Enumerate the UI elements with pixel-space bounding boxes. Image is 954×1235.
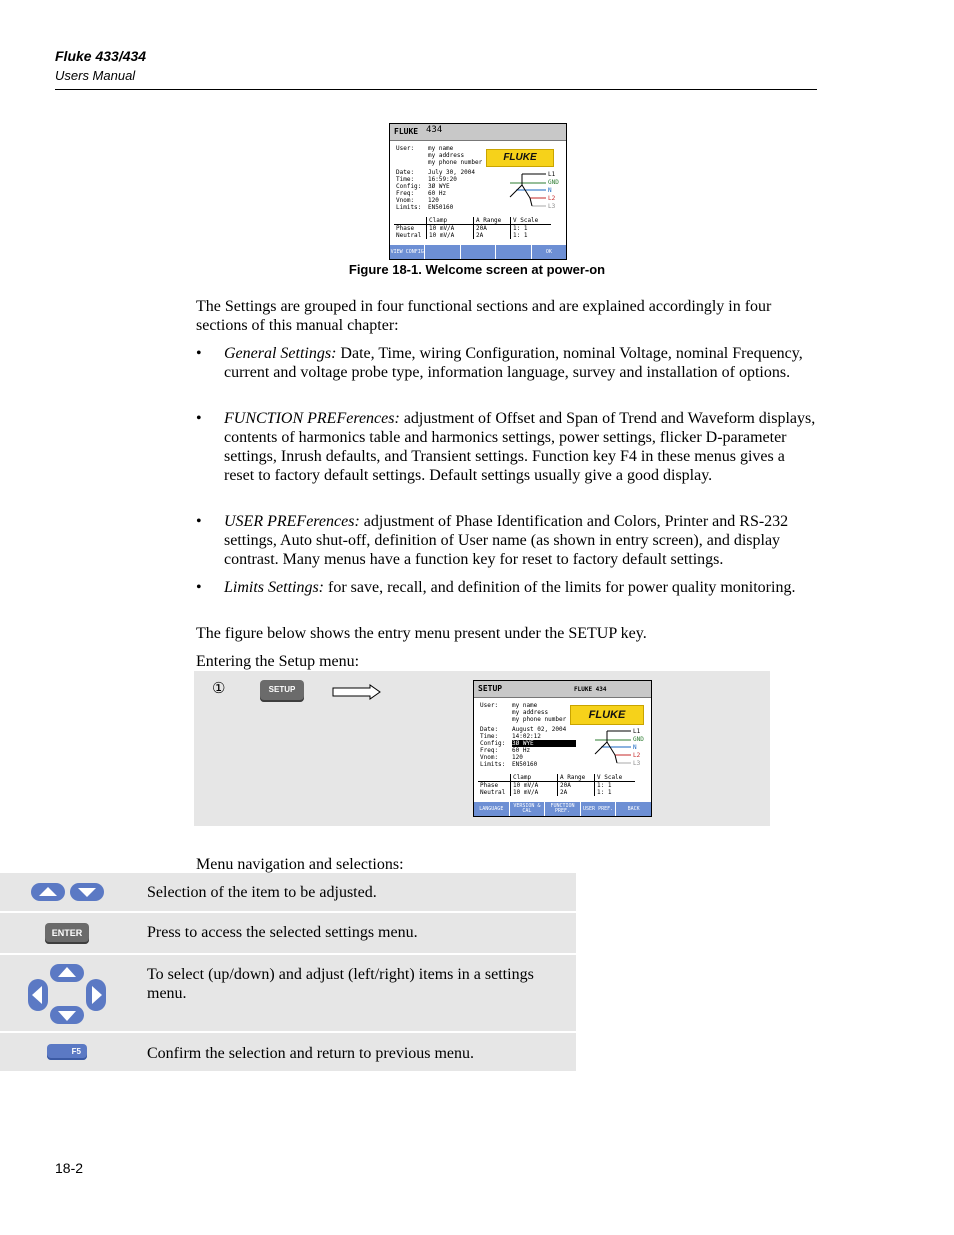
- intro-paragraph: The Settings are grouped in four functional sections and are explained accordingly in four sections of this manual chapter:: [196, 298, 772, 334]
- welcome-screen: [389, 123, 567, 260]
- config-info: Date: July 30, 2004 Time: 16:59:20 Config: 3Ø WYE Freq: 60 Hz Vnom: 120 Limits: EN50160: [396, 169, 475, 211]
- screen-brand-model: FLUKE 434: [574, 686, 607, 693]
- fkey-f1[interactable]: VIEW CONFIG: [390, 245, 425, 259]
- screen-model: 434: [426, 125, 443, 135]
- f5-key[interactable]: F5: [47, 1044, 87, 1060]
- fkey-f4[interactable]: [496, 245, 531, 259]
- phase-legend: L1 GND N L2 L3: [548, 171, 559, 210]
- screen-title: SETUP: [478, 684, 503, 693]
- fkey-f2[interactable]: [425, 245, 460, 259]
- fluke-logo: FLUKE: [486, 149, 554, 167]
- user-line: my phone number: [428, 159, 483, 166]
- probe-table: Clamp A Range V Scale Phase 10 mV/A 20A 1: 1 Neutral 10 mV/A 2A 1: 1: [478, 774, 635, 796]
- screen-title-bar: [474, 681, 651, 698]
- nav-row-f5: [0, 1033, 576, 1071]
- screen-brand: FLUKE: [394, 127, 419, 136]
- user-info: User: my name my address my phone number: [480, 702, 567, 723]
- wye-wiring-diagram: [587, 728, 633, 768]
- setup-screen: [473, 680, 652, 817]
- page-number: 18-2: [55, 1160, 84, 1176]
- fluke-logo: FLUKE: [570, 705, 644, 725]
- nav-row-text: Press to access the selected settings menu.: [147, 924, 418, 941]
- phase-legend: L1 GND N L2 L3: [633, 728, 644, 767]
- up-down-arrows-icon[interactable]: [30, 882, 106, 902]
- user-line: my address: [428, 152, 465, 159]
- setup-key[interactable]: SETUP: [260, 680, 304, 702]
- figure-caption: Figure 18-1. Welcome screen at power-on: [348, 262, 606, 277]
- step-marker: ①: [212, 681, 226, 697]
- arrow-pad-icon[interactable]: [27, 963, 107, 1025]
- fkey-function-pref[interactable]: FUNCTION PREF.: [545, 802, 581, 816]
- arrow-right-icon: [332, 684, 382, 700]
- nav-row-enter: [0, 913, 576, 953]
- user-info: [396, 145, 482, 166]
- config-info: Date: August 02, 2004 Time: 14:02:12 Config: 3Ø WYE Freq: 60 Hz Vnom: 120 Limits: EN50160: [480, 726, 576, 768]
- wye-wiring-diagram: [502, 171, 548, 211]
- manual-title: Fluke 433/434: [55, 48, 147, 64]
- selected-config-value[interactable]: 3Ø WYE: [512, 740, 576, 747]
- function-key-bar: [390, 245, 566, 259]
- fkey-user-pref[interactable]: USER PREF.: [581, 802, 617, 816]
- nav-row-text: Selection of the item to be adjusted.: [147, 884, 377, 901]
- entering-setup-text: Entering the Setup menu:: [196, 653, 360, 670]
- screen-title-bar: [390, 124, 566, 141]
- fkey-language[interactable]: LANGUAGE: [474, 802, 510, 816]
- probe-table: Clamp A Range V Scale Phase 10 mV/A 20A 1: 1 Neutral 10 mV/A 2A 1: 1: [394, 217, 551, 239]
- fkey-back[interactable]: BACK: [627, 805, 640, 812]
- manual-subtitle: Users Manual: [55, 68, 136, 83]
- nav-row-select: [0, 873, 576, 911]
- user-line: User: my name: [396, 145, 454, 152]
- nav-row-arrow-pad: [0, 955, 576, 1031]
- figure-intro-text: The figure below shows the entry menu present under the SETUP key.: [196, 625, 647, 642]
- nav-row-text: To select (up/down) and adjust (left/right) items in a settings menu.: [147, 966, 534, 1002]
- enter-key[interactable]: ENTER: [45, 923, 89, 944]
- fkey-f3[interactable]: [461, 245, 496, 259]
- header-divider: [55, 89, 817, 90]
- fkey-f5[interactable]: OK: [545, 248, 552, 255]
- function-key-bar: [474, 802, 651, 816]
- fkey-version-cal[interactable]: VERSION & CAL: [510, 802, 546, 816]
- menu-nav-text: Menu navigation and selections:: [196, 856, 404, 873]
- nav-row-text: Confirm the selection and return to previous menu.: [147, 1045, 475, 1062]
